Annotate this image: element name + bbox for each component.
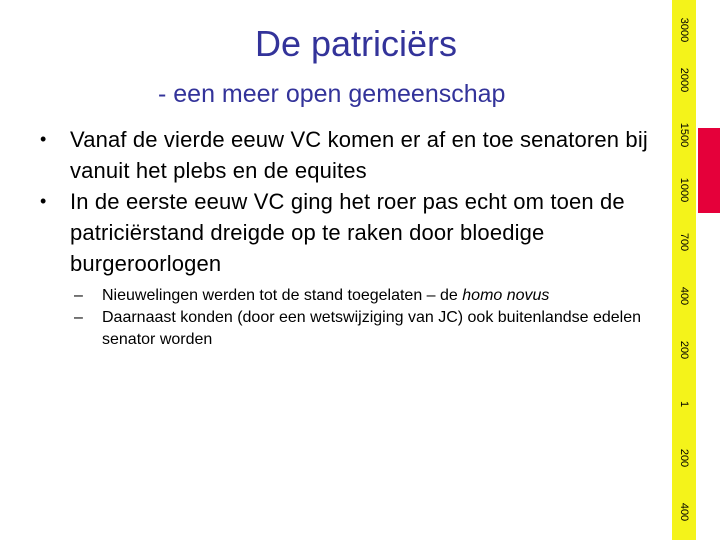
dash-icon: – (74, 287, 83, 304)
bullet-dot-icon: • (40, 129, 47, 149)
timeline-tick: 1 (678, 400, 690, 408)
timeline-tick: 1500 (678, 122, 690, 148)
dash-icon: – (74, 309, 83, 326)
subbullet-item (74, 285, 664, 307)
timeline-tick: 3000 (678, 17, 690, 43)
timeline-tick: 1000 (678, 177, 690, 203)
bullet-item (34, 124, 674, 186)
timeline-highlight-marker (698, 128, 720, 213)
subbullet-text: Nieuwelingen werden tot de stand toegelaten – de (102, 287, 463, 304)
bullet-text: In de eerste eeuw VC ging het roer pas echt om toen de patriciërstand dreigde op te raken door bloedige burgeroorlogen (70, 189, 625, 276)
timeline-tick: 2000 (678, 67, 690, 93)
timeline-tick: 400 (678, 502, 690, 522)
bullet-text: Vanaf de vierde eeuw VC komen er af en toe senatoren bij vanuit het plebs en de equites (70, 127, 648, 183)
bullet-list (34, 124, 674, 279)
timeline-tick: 200 (678, 448, 690, 468)
subbullet-list (74, 285, 664, 351)
timeline-strip (672, 0, 696, 540)
subbullet-item (74, 307, 664, 351)
slide-title: De patriciërs (254, 23, 458, 64)
subbullet-text: Daarnaast konden (door een wetswijziging van JC) ook buitenlandse edelen senator worden (102, 309, 641, 348)
bullet-item (34, 186, 674, 279)
timeline-tick: 700 (678, 232, 690, 252)
timeline-tick: 400 (678, 286, 690, 306)
bullet-dot-icon: • (40, 191, 47, 211)
subbullet-emphasis: homo novus (462, 287, 550, 304)
slide-subtitle: - een meer open gemeenschap (158, 80, 506, 108)
timeline-tick: 200 (678, 340, 690, 360)
